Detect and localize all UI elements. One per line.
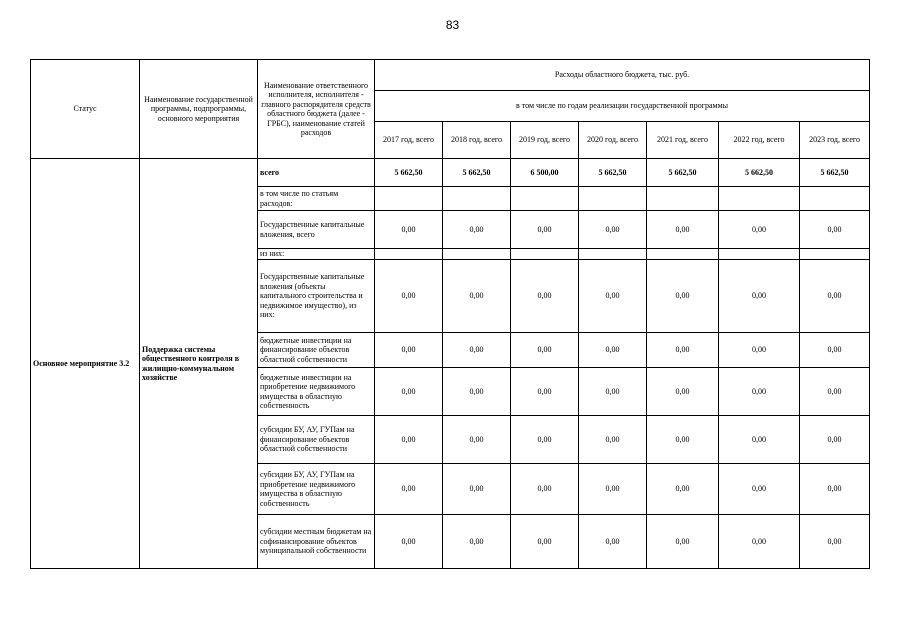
value-cell: 5 662,50: [443, 159, 511, 187]
value-cell: 0,00: [719, 515, 800, 569]
row-label: субсидии БУ, АУ, ГУПам на финансирование объектов областной собственности: [258, 416, 375, 464]
program-name-header: Наименование государственной программы, подпрограммы, основного мероприятия: [140, 60, 258, 159]
value-cell: [647, 187, 719, 211]
value-cell: [375, 187, 443, 211]
year-header: 2023 год, всего: [800, 122, 870, 159]
value-cell: 0,00: [579, 368, 647, 416]
expenses-header: Расходы областного бюджета, тыс. руб.: [375, 60, 870, 91]
value-cell: 0,00: [511, 260, 579, 333]
row-label: в том числе по статьям расходов:: [258, 187, 375, 211]
value-cell: 0,00: [800, 464, 870, 515]
row-label: бюджетные инвестиции на приобретение недвижимого имущества в областную собственность: [258, 368, 375, 416]
value-cell: 0,00: [647, 260, 719, 333]
value-cell: 0,00: [443, 260, 511, 333]
year-header: 2022 год, всего: [719, 122, 800, 159]
value-cell: 0,00: [647, 515, 719, 569]
value-cell: 0,00: [800, 260, 870, 333]
value-cell: 0,00: [375, 211, 443, 249]
value-cell: 0,00: [443, 464, 511, 515]
value-cell: 0,00: [719, 260, 800, 333]
value-cell: [647, 249, 719, 260]
value-cell: 5 662,50: [579, 159, 647, 187]
value-cell: 0,00: [647, 211, 719, 249]
value-cell: 0,00: [375, 368, 443, 416]
header-row: [31, 60, 870, 91]
year-header: 2018 год, всего: [443, 122, 511, 159]
value-cell: [443, 249, 511, 260]
year-header: 2021 год, всего: [647, 122, 719, 159]
year-header: 2019 год, всего: [511, 122, 579, 159]
value-cell: [800, 249, 870, 260]
row-label: Государственные капитальные вложения, всего: [258, 211, 375, 249]
budget-table: [30, 59, 870, 569]
value-cell: [511, 249, 579, 260]
value-cell: 0,00: [800, 515, 870, 569]
measure-status: Основное мероприятие 3.2: [31, 159, 140, 569]
value-cell: 0,00: [800, 333, 870, 368]
value-cell: 0,00: [719, 211, 800, 249]
value-cell: 0,00: [579, 515, 647, 569]
row-label: Государственные капитальные вложения (объекты капитального строительства и недвижимое имущество), из них:: [258, 260, 375, 333]
value-cell: 0,00: [579, 416, 647, 464]
value-cell: [443, 187, 511, 211]
status-header: Статус: [31, 60, 140, 159]
value-cell: 0,00: [800, 368, 870, 416]
value-cell: 0,00: [719, 464, 800, 515]
value-cell: 0,00: [443, 333, 511, 368]
value-cell: [800, 187, 870, 211]
value-cell: 0,00: [443, 368, 511, 416]
row-label: субсидии БУ, АУ, ГУПам на приобретение недвижимого имущества в областную собственность: [258, 464, 375, 515]
value-cell: 5 662,50: [375, 159, 443, 187]
value-cell: 0,00: [511, 416, 579, 464]
executor-header: Наименование ответственного исполнителя, исполнителя - главного распорядителя средств областного бюджета (далее - ГРБС), наименование статей расходов: [258, 60, 375, 159]
value-cell: 0,00: [511, 211, 579, 249]
value-cell: 0,00: [647, 368, 719, 416]
table-row: [31, 159, 870, 187]
value-cell: 6 500,00: [511, 159, 579, 187]
value-cell: 0,00: [647, 333, 719, 368]
row-label: бюджетные инвестиции на финансирование объектов областной собственности: [258, 333, 375, 368]
value-cell: 0,00: [511, 368, 579, 416]
row-label: из них:: [258, 249, 375, 260]
value-cell: 0,00: [511, 464, 579, 515]
value-cell: [719, 187, 800, 211]
value-cell: [579, 187, 647, 211]
page-number: 83: [445, 18, 460, 32]
by-years-header: в том числе по годам реализации государственной программы: [375, 91, 870, 122]
value-cell: 0,00: [443, 416, 511, 464]
value-cell: 0,00: [579, 211, 647, 249]
value-cell: 0,00: [443, 211, 511, 249]
value-cell: 0,00: [647, 416, 719, 464]
value-cell: 0,00: [579, 464, 647, 515]
value-cell: 0,00: [800, 416, 870, 464]
value-cell: 0,00: [719, 333, 800, 368]
value-cell: 0,00: [375, 333, 443, 368]
row-label: всего: [258, 159, 375, 187]
row-label: субсидии местным бюджетам на софинансирование объектов муниципальной собственности: [258, 515, 375, 569]
value-cell: [719, 249, 800, 260]
value-cell: 0,00: [719, 416, 800, 464]
value-cell: [511, 187, 579, 211]
value-cell: 5 662,50: [800, 159, 870, 187]
value-cell: [375, 249, 443, 260]
year-header: 2020 год, всего: [579, 122, 647, 159]
value-cell: 0,00: [375, 260, 443, 333]
value-cell: 0,00: [719, 368, 800, 416]
value-cell: 0,00: [443, 515, 511, 569]
value-cell: 0,00: [375, 464, 443, 515]
value-cell: 0,00: [375, 416, 443, 464]
value-cell: 0,00: [375, 515, 443, 569]
value-cell: 0,00: [800, 211, 870, 249]
value-cell: 0,00: [647, 464, 719, 515]
measure-name: Поддержка системы общественного контроля в жилищно-коммунальном хозяйстве: [140, 159, 258, 569]
value-cell: [579, 249, 647, 260]
value-cell: 0,00: [579, 333, 647, 368]
year-header: 2017 год, всего: [375, 122, 443, 159]
value-cell: 0,00: [511, 333, 579, 368]
value-cell: 5 662,50: [647, 159, 719, 187]
value-cell: 5 662,50: [719, 159, 800, 187]
value-cell: 0,00: [579, 260, 647, 333]
value-cell: 0,00: [511, 515, 579, 569]
